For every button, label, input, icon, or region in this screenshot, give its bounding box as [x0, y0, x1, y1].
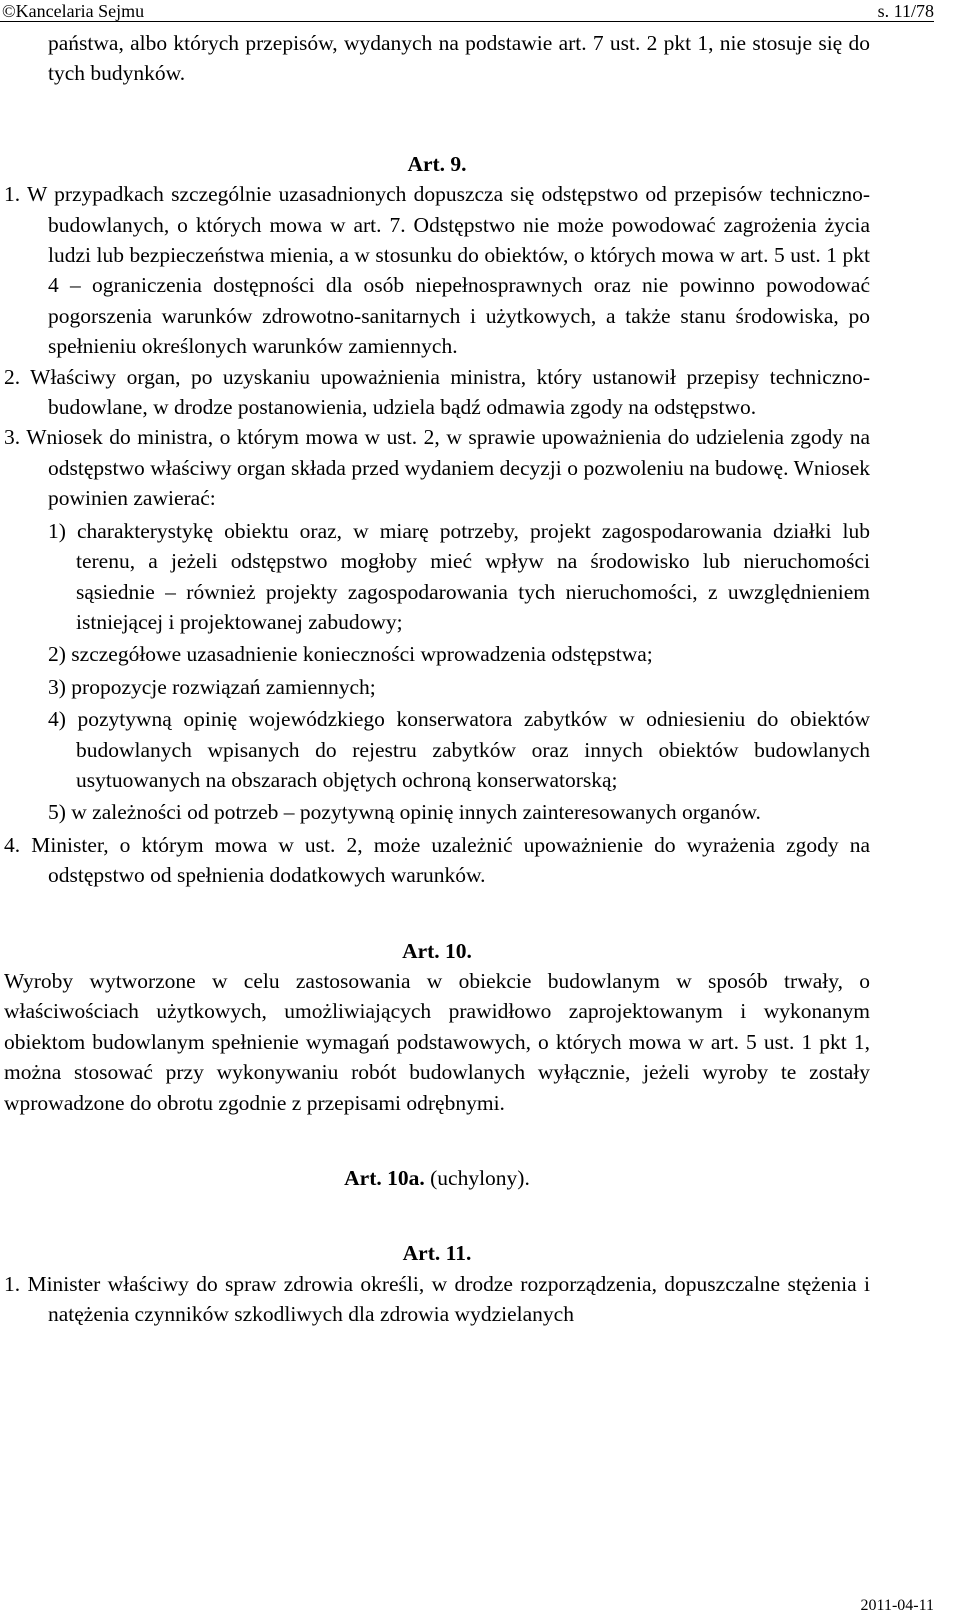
page-header: [0, 0, 960, 22]
article-9-section-4: 4. Minister, o którym mowa w ust. 2, może uzależnić upoważnienie do wyrażenia zgody na odstępstwo od spełnienia dodatkowych warunków.: [4, 832, 870, 888]
article-heading-10a: [4, 1163, 870, 1193]
article-9-section-3: 3. Wniosek do ministra, o którym mowa w ust. 2, w sprawie upoważnienia do udzielenia zgody na odstępstwo właściwy organ składa przed wydaniem decyzji o pozwoleniu na budowę. Wniosek powinien zawierać:: [4, 425, 870, 511]
article-heading-10: Art. 10.: [402, 938, 472, 963]
article-9-section-3-point-5: 5) w zależności od potrzeb – pozytywną opinię innych zainteresowanych organów.: [48, 800, 761, 825]
document-body: [4, 28, 870, 1330]
article-heading-11: Art. 11.: [402, 1241, 472, 1266]
repealed-note: (uchylony).: [430, 1166, 530, 1190]
article-11-section-1: 1. Minister właściwy do spraw zdrowia określi, w drodze rozporządzenia, dopuszczalne stężenia i natężenia czynników szkodliwych dla zdrowia wydzielanych: [4, 1271, 870, 1327]
article-9-section-3-point-3: 3) propozycje rozwiązań zamiennych;: [48, 674, 376, 699]
header-divider: [0, 21, 934, 22]
article-9-section-2: 2. Właściwy organ, po uzyskaniu upoważnienia ministra, który ustanowił przepisy techniczno-budowlane, w drodze postanowienia, udziela bądź odmawia zgody na odstępstwo.: [4, 364, 870, 420]
article-9-section-1: 1. W przypadkach szczególnie uzasadnionych dopuszcza się odstępstwo od przepisów techniczno-budowlanych, o których mowa w art. 7. Odstępstwo nie może powodować zagrożenia życia ludzi lub bezpieczeństwa mienia, a w stosunku do obiektów, o których mowa w art. 5 ust. 1 pkt 4 – ograniczenia dostępności dla osób niepełnosprawnych oraz nie powinno powodować pogorszenia warunków zdrowotno-sanitarnych i użytkowych, a także stanu środowiska, po spełnieniu określonych warunków zamiennych.: [4, 182, 870, 359]
article-heading-9: Art. 9.: [407, 151, 467, 176]
paragraph-continuation: państwa, albo których przepisów, wydanych na podstawie art. 7 ust. 2 pkt 1, nie stosuje się do tych budynków.: [48, 31, 870, 86]
page-number: s. 11/78: [877, 1, 934, 21]
article-10-text: Wyroby wytworzone w celu zastosowania w obiekcie budowlanym w sposób trwały, o właściwościach użytkowych, umożliwiających prawidłowo zaprojektowanym i wykonanym obiektom budowlanym spełnienie wymagań podstawowych, o których mowa w art. 5 ust. 1 pkt 1, można stosować przy wykonywaniu robót budowlanych wyłącznie, jeżeli wyroby te zostały wprowadzone do obrotu zgodnie z przepisami odrębnymi.: [4, 968, 870, 1115]
copyright-label: ©Kancelaria Sejmu: [2, 1, 145, 21]
article-9-section-3-point-4: 4) pozytywną opinię wojewódzkiego konserwatora zabytków w odniesieniu do obiektów budowlanych wpisanych do rejestru zabytków oraz innych obiektów budowlanych usytuowanych na obszarach objętych ochroną konserwatorską;: [48, 707, 870, 792]
article-10a-label: Art. 10a.: [344, 1166, 425, 1190]
article-9-section-3-point-1: 1) charakterystykę obiektu oraz, w miarę potrzeby, projekt zagospodarowania działki lub terenu, a jeżeli odstępstwo mogłoby mieć wpływ na środowisko lub nieruchomości sąsiednie – również projekty zagospodarowania tych nieruchomości, z uwzględnieniem istniejącej i projektowanej zabudowy;: [48, 518, 870, 634]
article-9-section-3-point-2: 2) szczegółowe uzasadnienie konieczności wprowadzenia odstępstwa;: [48, 642, 653, 667]
page-footer-date: 2011-04-11: [860, 1597, 934, 1614]
